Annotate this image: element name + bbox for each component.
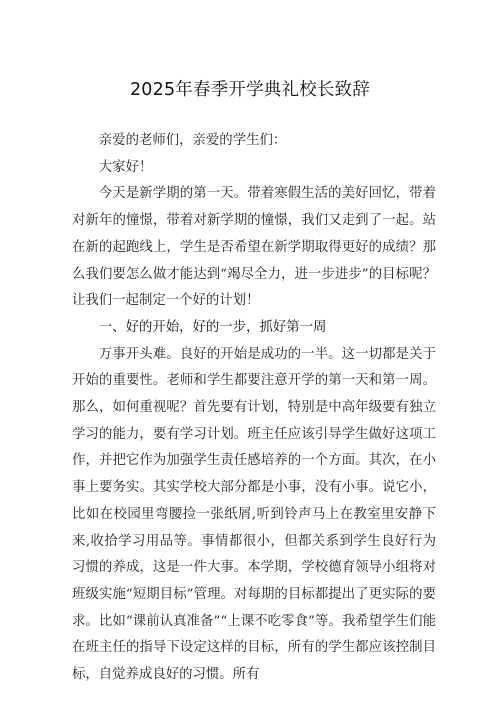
document-title: 2025年春季开学典礼校长致辞	[129, 80, 371, 100]
paragraph-2: 万事开头难。良好的开始是成功的一半。这一切都是关于开始的重要性。老师和学生都要注意开学的第一天和第一周。那么，如何重视呢？首先要有计划，特别是中高年级要有独立学习的能力，要有学习计划。班主任应该引导学生做好这项工作，并把它作为加强学生责任感培养的一个方面。其次，在小事上要务实。其实学校大部分都是小事，没有小事。说它小，比如在校园里弯腰捡一张纸屑,听到铃声马上在教室里安静下来,收拾学习用品等。事情都很小，但都关系到学生良好行为习惯的养成，这是一件大事。本学期，学校德育领导小组将对班级实施“短期目标”管理。对每期的目标都提出了更实际的要求。比如“课前认真准备”“上课不吃零食”等。我希望学生们能在班主任的指导下设定这样的目标，所有的学生都应该控制目标，自觉养成良好的习惯。所有	[72, 346, 436, 683]
document-body	[72, 128, 436, 689]
greeting: 大家好！	[98, 159, 153, 175]
paragraph-1: 今天是新学期的第一天。带着寒假生活的美好回忆，带着对新年的憧憬，带着对新学期的憧憬，我们又走到了一起。站在新的起跑线上，学生是否希望在新学期取得更好的成绩？那么我们要怎么做才能达到“竭尽全力，进一步进步”的目标呢？让我们一起制定一个好的计划！	[72, 186, 436, 309]
salutation: 亲爱的老师们，亲爱的学生们：	[98, 133, 287, 148]
section-1-heading: 一、好的开始，好的一步，抓好第一周	[98, 319, 327, 335]
